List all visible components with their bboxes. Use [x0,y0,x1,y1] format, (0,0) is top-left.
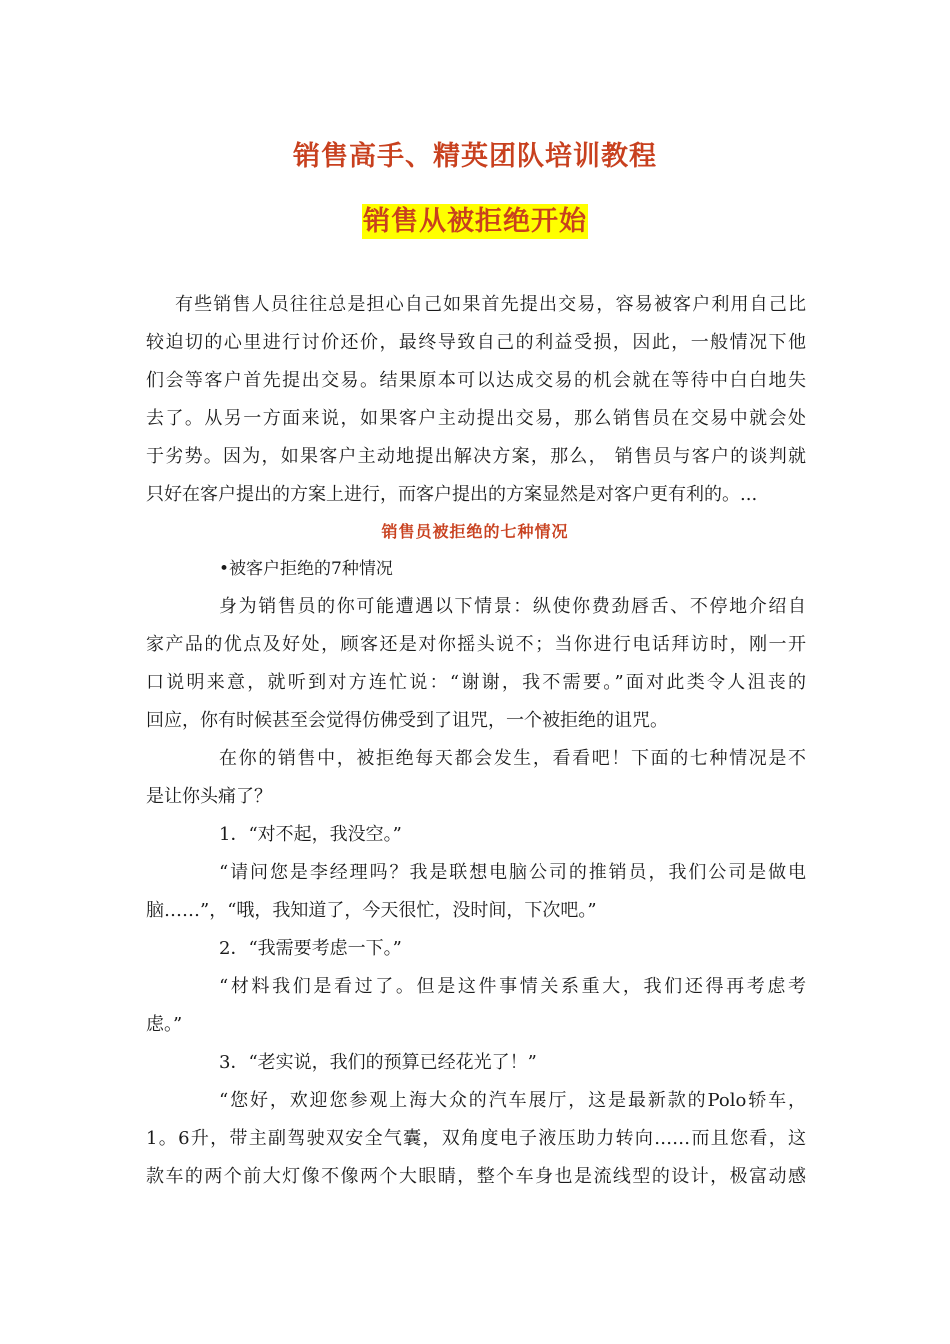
document-subtitle-row [0,199,950,238]
intro-line: 有些销售人员往往总是担心自己如果首先提出交易，容易被客户利用自己比 [175,294,806,315]
case-quote-line: 脑……”，“哦，我知道了，今天很忙，没时间，下次吧。” [146,900,597,921]
case-quote-line: 虑。” [146,1014,183,1035]
document-subtitle: 销售从被拒绝开始 [363,206,587,237]
intro-line: 较迫切的心里进行讨价还价，最终导致自己的利益受损，因此，一般情况下他 [146,332,806,353]
paragraph-line: 是让你头痛了？ [146,786,272,807]
paragraph-line: 身为销售员的你可能遭遇以下情景：纵使你费劲唇舌、不停地介绍自 [219,596,806,617]
case-quote-line: “您好，欢迎您参观上海大众的汽车展厅，这是最新款的Polo轿车， [219,1090,806,1111]
intro-line: 去了。从另一方面来说，如果客户主动提出交易，那么销售员在交易中就会处 [146,408,806,429]
paragraph-line: 在你的销售中，被拒绝每天都会发生，看看吧！下面的七种情况是不 [219,748,806,769]
intro-line: 于劣势。因为，如果客户主动地提出解决方案，那么， 销售员与客户的谈判就 [146,446,806,467]
intro-line: 们会等客户首先提出交易。结果原本可以达成交易的机会就在等待中白白地失 [146,370,806,391]
intro-line: 只好在客户提出的方案上进行，而客户提出的方案显然是对客户更有利的。... [146,484,758,505]
case-label: 3．“老实说，我们的预算已经花光了！” [219,1052,537,1073]
paragraph-line: 口说明来意，就听到对方连忙说：“谢谢，我不需要。”面对此类令人沮丧的 [146,672,806,693]
case-quote-line: “材料我们是看过了。但是这件事情关系重大，我们还得再考虑考 [219,976,806,997]
section-heading: 销售员被拒绝的七种情况 [381,522,569,541]
case-label: 2．“我需要考虑一下。” [219,938,402,959]
paragraph-line: 家产品的优点及好处，顾客还是对你摇头说不；当你进行电话拜访时，刚一开 [146,634,806,655]
case-quote-line: “请问您是李经理吗？我是联想电脑公司的推销员，我们公司是做电 [219,862,806,883]
bullet-title: •被客户拒绝的7种情况 [219,559,393,579]
case-quote-line: 款车的两个前大灯像不像两个大眼睛，整个车身也是流线型的设计，极富动感 [146,1166,806,1187]
case-quote-line: 1。6升，带主副驾驶双安全气囊，双角度电子液压助力转向……而且您看，这 [146,1128,806,1149]
paragraph-line: 回应，你有时候甚至会觉得仿佛受到了诅咒，一个被拒绝的诅咒。 [146,710,668,731]
document-title: 销售高手、精英团队培训教程 [293,141,657,172]
case-label: 1．“对不起，我没空。” [219,824,402,845]
